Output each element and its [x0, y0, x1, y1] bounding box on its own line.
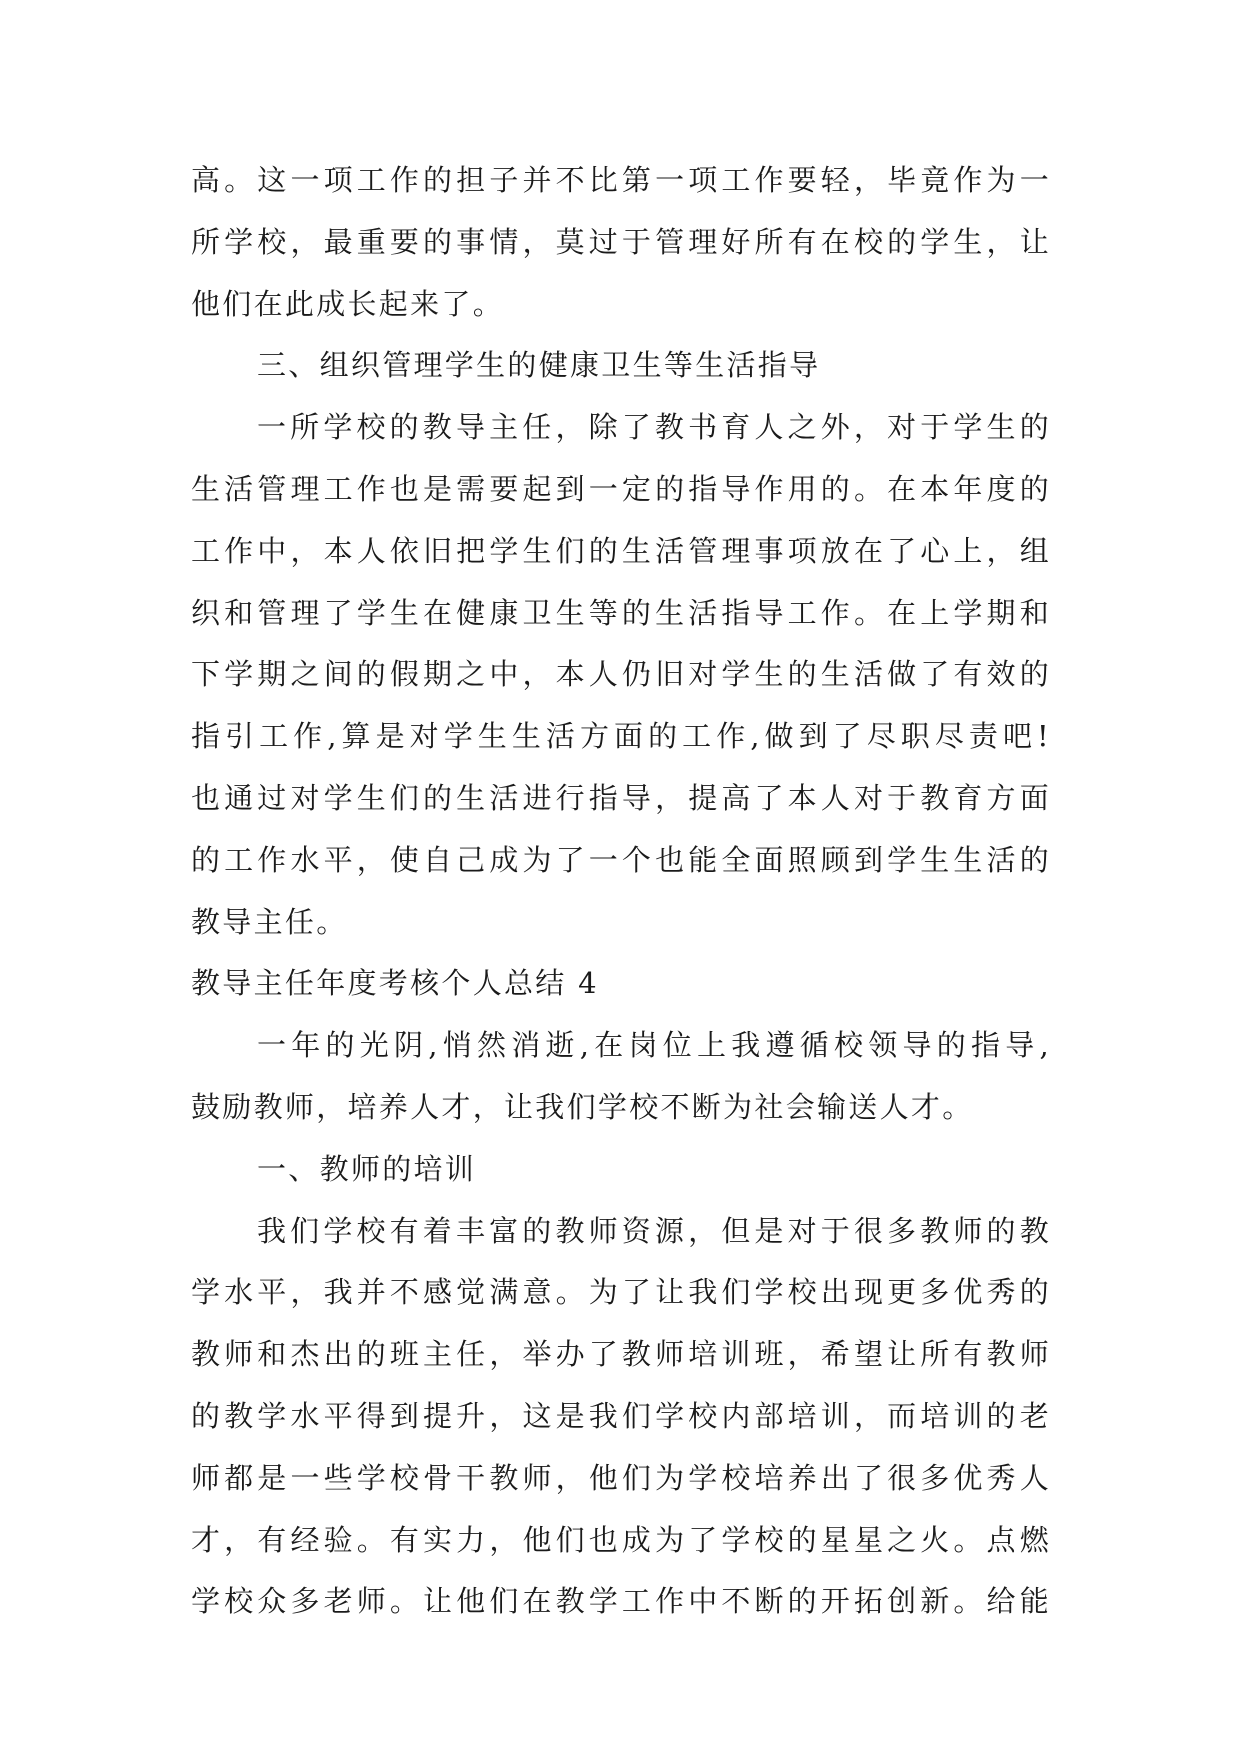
text-line: 指引工作,算是对学生生活方面的工作,做到了尽职尽责吧!: [191, 719, 1051, 754]
text-line: 学水平，我并不感觉满意。为了让我们学校出现更多优秀的: [191, 1275, 1051, 1310]
text-line: 下学期之间的假期之中，本人仍旧对学生的生活做了有效的: [191, 657, 1051, 692]
article-title: 教导主任年度考核个人总结 4: [191, 966, 599, 1001]
text-line: 学校众多老师。让他们在教学工作中不断的开拓创新。给能: [191, 1584, 1051, 1619]
text-line: 他们在此成长起来了。: [191, 286, 505, 321]
text-line: 高。这一项工作的担子并不比第一项工作要轻，毕竟作为一: [191, 163, 1051, 197]
text-line: 鼓励教师，培养人才，让我们学校不断为社会输送人才。: [191, 1089, 974, 1124]
text-line: 工作中，本人依旧把学生们的生活管理事项放在了心上，组: [191, 533, 1051, 568]
text-line: 生活管理工作也是需要起到一定的指导作用的。在本年度的: [191, 471, 1051, 506]
document-body: [191, 150, 1051, 1633]
text-line: 的工作水平，使自己成为了一个也能全面照顾到学生生活的: [191, 842, 1051, 877]
section-heading: 三、组织管理学生的健康卫生等生活指导: [257, 348, 821, 383]
text-line: 也通过对学生们的生活进行指导，提高了本人对于教育方面: [191, 780, 1051, 815]
section-heading: 一、教师的培训: [257, 1151, 477, 1186]
text-line: 所学校，最重要的事情，莫过于管理好所有在校的学生，让: [191, 224, 1051, 259]
text-line: 一所学校的教导主任，除了教书育人之外，对于学生的: [257, 410, 1051, 445]
text-line: 一年的光阴,悄然消逝,在岗位上我遵循校领导的指导,: [257, 1028, 1051, 1063]
text-line: 我们学校有着丰富的教师资源，但是对于很多教师的教: [257, 1213, 1051, 1248]
text-line: 教导主任。: [191, 904, 348, 939]
text-line: 师都是一些学校骨干教师，他们为学校培养出了很多优秀人: [191, 1460, 1051, 1495]
text-line: 织和管理了学生在健康卫生等的生活指导工作。在上学期和: [191, 595, 1051, 630]
text-line: 才，有经验。有实力，他们也成为了学校的星星之火。点燃: [191, 1522, 1051, 1557]
text-line: 教师和杰出的班主任，举办了教师培训班，希望让所有教师: [191, 1337, 1051, 1372]
text-line: 的教学水平得到提升，这是我们学校内部培训，而培训的老: [191, 1398, 1051, 1433]
